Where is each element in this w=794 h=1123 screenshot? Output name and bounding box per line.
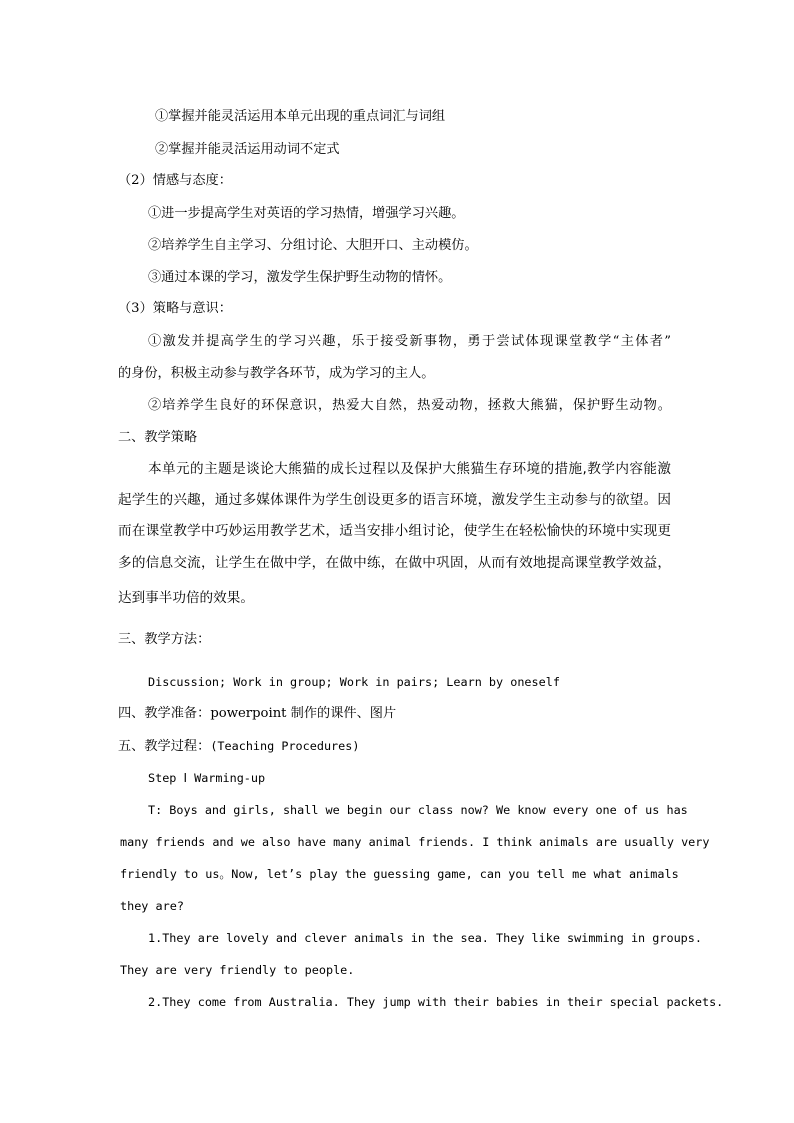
strategy-item-1-line-2: 的身份，积极主动参与教学各环节，成为学习的主人。 xyxy=(118,366,435,381)
preparation-content: powerpoint 制作的课件、图片 xyxy=(210,706,397,721)
process-heading-line xyxy=(118,738,359,755)
preparation-line xyxy=(118,706,396,722)
step-title: Step Ⅰ Warming-up xyxy=(148,771,266,785)
strategy-heading: （3）策略与意识： xyxy=(118,301,232,316)
teaching-strategy-line-4: 多的信息交流，让学生在做中学，在做中练，在做中巩固，从而有效地提高课堂教学效益， xyxy=(118,555,671,571)
question-2-line-1: 2.They come from Australia. They jump with their babies in their special packets. xyxy=(148,995,724,1009)
strategy-item-2: ②培养学生良好的环保意识，热爱大自然，热爱动物，拯救大熊猫，保护野生动物。 xyxy=(148,398,671,413)
process-heading: 五、教学过程： xyxy=(118,739,211,754)
emotion-item-3: ③通过本课的学习，激发学生保护野生动物的情怀。 xyxy=(148,270,452,285)
teaching-strategy-line-3: 而在课堂教学中巧妙运用教学艺术，适当安排小组讨论，使学生在轻松愉快的环境中实现更 xyxy=(118,523,671,539)
teaching-strategy-line-2: 起学生的兴趣，通过多媒体课件为学生创设更多的语言环境，激发学生主动参与的欲望。因 xyxy=(118,492,671,508)
preparation-heading: 四、教学准备： xyxy=(118,706,211,721)
teaching-strategy-heading: 二、教学策略 xyxy=(118,430,198,445)
emotion-item-2: ②培养学生自主学习、分组讨论、大胆开口、主动模仿。 xyxy=(148,238,478,253)
dialogue-line-1: T: Boys and girls, shall we begin our class now? We know every one of us has xyxy=(148,803,688,817)
question-1-line-1: 1.They are lovely and clever animals in the sea. They like swimming in groups. xyxy=(148,931,702,945)
teaching-methods-heading: 三、教学方法： xyxy=(118,632,211,647)
dialogue-line-2: many friends and we also have many animal friends. I think animals are usually very xyxy=(120,835,710,849)
emotion-item-1: ①进一步提高学生对英语的学习热情，增强学习兴趣。 xyxy=(148,206,465,221)
dialogue-line-4: they are? xyxy=(120,899,184,913)
knowledge-item-1: ①掌握并能灵活运用本单元出现的重点词汇与词组 xyxy=(155,109,446,124)
emotion-heading: （2）情感与态度： xyxy=(118,173,232,188)
question-1-line-2: They are very friendly to people. xyxy=(120,963,355,977)
dialogue-line-3: friendly to us。Now, let’s play the guessing game, can you tell me what animals xyxy=(120,867,679,881)
teaching-methods-content: Discussion; Work in group; Work in pairs; Learn by oneself xyxy=(148,675,560,689)
strategy-item-1-line-1: ①激发并提高学生的学习兴趣，乐于接受新事物，勇于尝试体现课堂教学“主体者” xyxy=(148,334,671,349)
knowledge-item-2: ②掌握并能灵活运用动词不定式 xyxy=(155,142,340,157)
teaching-strategy-line-5: 达到事半功倍的效果。 xyxy=(118,590,254,606)
process-heading-en: (Teaching Procedures) xyxy=(210,739,360,753)
teaching-strategy-line-1: 本单元的主题是谈论大熊猫的成长过程以及保护大熊猫生存环境的措施,教学内容能激 xyxy=(148,461,671,477)
